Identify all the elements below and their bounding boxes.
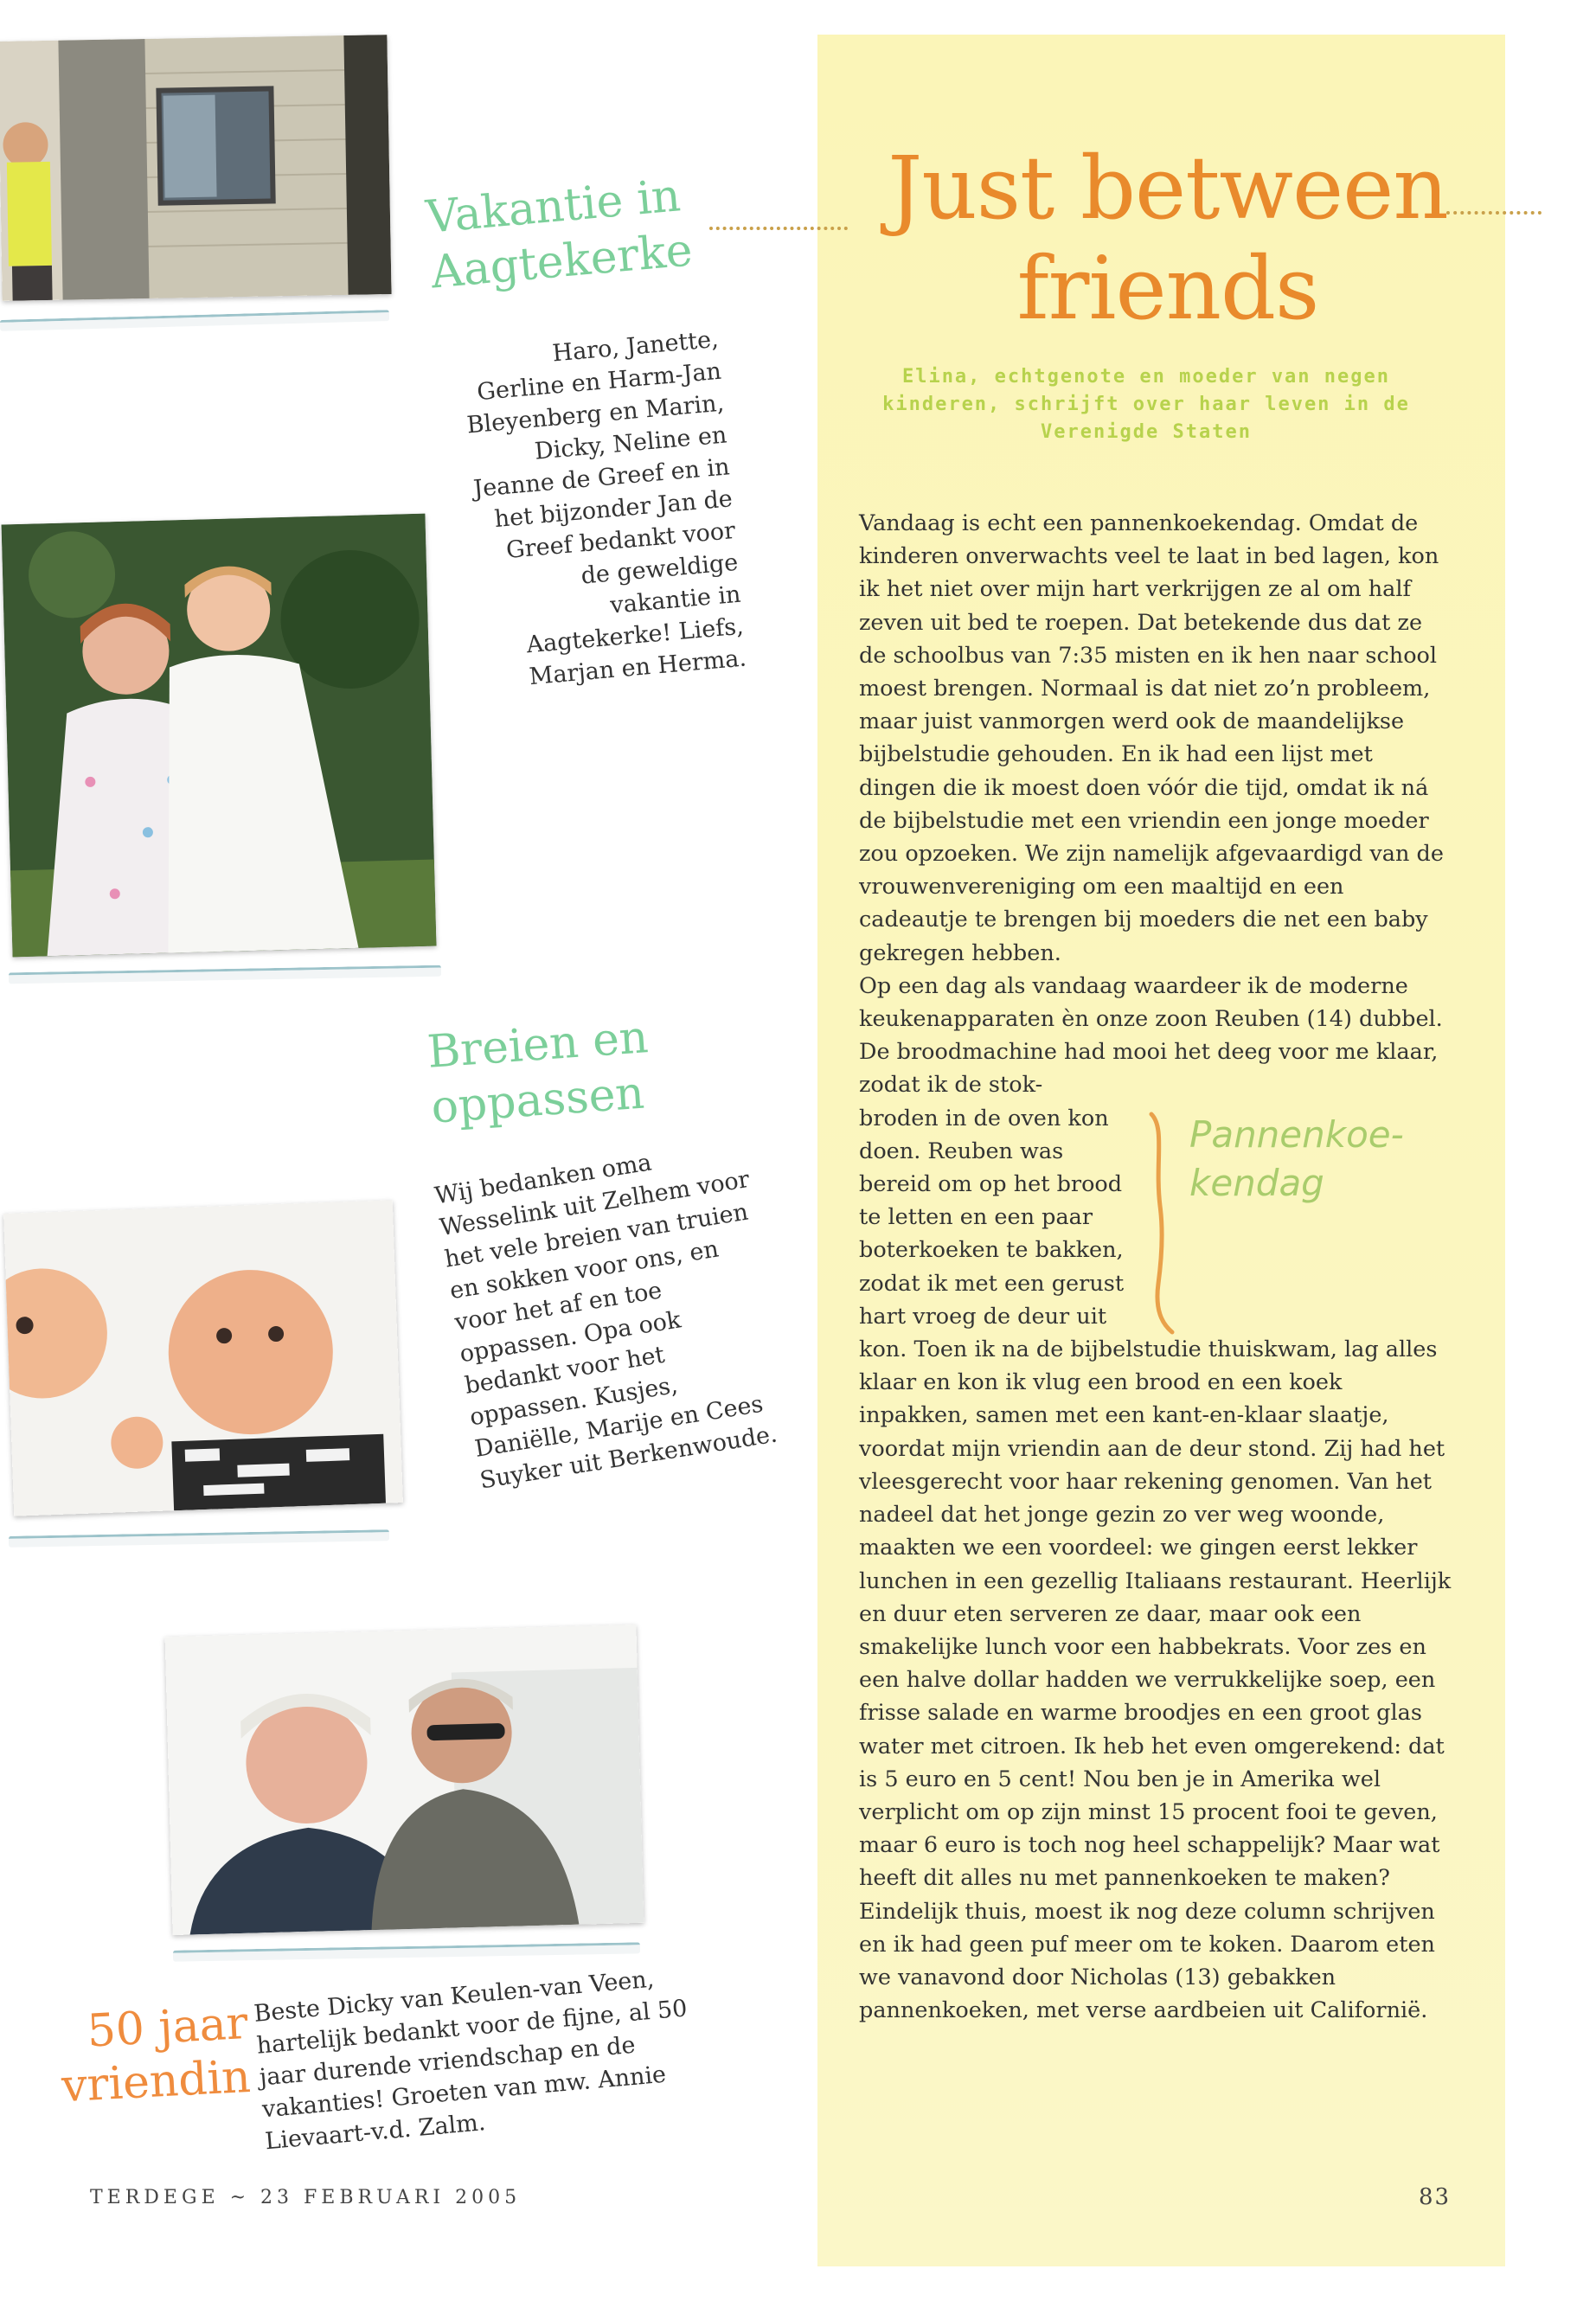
body-paragraph-2: Op een dag als vandaag waardeer ik de moderne keukenapparaten èn onze zoon Reuben (14) dubbel. De broodmachine had mooi het deeg voor me klaar, zodat ik de stok-	[859, 972, 1443, 1099]
note-text-vriendin: Beste Dicky van Keulen-van Veen, hartelijk bedankt voor de fijne, al 50 jaar durende vriendschap en de vakanties! Groeten van mw. Annie Lievaart-v.d. Zalm.	[253, 1965, 689, 2156]
note-heading-vakantie: Vakantie in Aagtekerke	[424, 170, 695, 299]
torn-paper-edge	[9, 965, 441, 984]
article-body	[859, 507, 1456, 2027]
photo-two-women	[165, 1625, 644, 1935]
article-subtitle: Elina, echtgenote en moeder van negen kinderen, schrijft over haar leven in de Verenigde Staten	[882, 366, 1410, 443]
note-text-breien: Wij bedanken oma Wesselink uit Zelhem voor het vele breien van truien en sokken voor ons, en voor het af en toe oppassen. Opa ook bedankt voor het oppassen. Kusjes, Daniëlle, Marije en Cees Suyker uit Berkenwoude.	[433, 1149, 779, 1495]
photo-caravan	[0, 35, 392, 301]
orange-bracket-icon	[1146, 1111, 1181, 1336]
pull-quote-text: Pannenkoe-kendag	[1189, 1112, 1404, 1204]
title-dotted-leader	[1446, 211, 1542, 215]
body-paragraph-2-split: broden in de oven kon doen. Reuben was bereid om op het brood te letten en een paar boterkoeken te bakken, zodat ik met een gerust hart vroeg de deur uit	[859, 1105, 1125, 1330]
note-text-vakantie: Haro, Janette, Gerline en Harm-Jan Bleyenberg en Marin, Dicky, Neline en Jeanne de Greef en in het bijzonder Jan de Greef bedankt voor de geweldige vakantie in Aagtekerke! Liefs, Marjan en Herma.	[465, 325, 748, 691]
torn-paper-edge	[9, 1529, 389, 1548]
page-number: 83	[1419, 2184, 1452, 2210]
footer-issue: TERDEGE ~ 23 FEBRUARI 2005	[90, 2187, 522, 2208]
body-paragraph-1: Vandaag is echt een pannenkoekendag. Omdat de kinderen onverwachts veel te laat in bed lagen, kon ik het niet over mijn hart verkrijgen ze al om half zeven uit bed te roepen. Dat betekende dus dat ze de schoolbus van 7:35 misten en ik hen naar school moest brengen. Normaal is dat niet zo’n probleem, maar juist vanmorgen werd ook de maandelijkse bijbelstudie gehouden. En ik had een lijst met dingen die ik moest doen vóór die tijd, omdat ik ná de bijbelstudie met een vriendin een jonge moeder zou opzoeken. We zijn namelijk afgevaardigd van de vrouwenvereniging om een maaltijd en een cadeautje te brengen bij moeders die net een baby gekregen hebben.	[859, 510, 1444, 966]
photo-girls	[2, 514, 437, 958]
note-heading-breien: Breien en oppassen	[426, 1011, 651, 1134]
body-paragraph-3: kon. Toen ik na de bijbelstudie thuiskwam, lag alles klaar en kon ik vlug een brood en een koek inpakken, samen met een kant-en-klaar slaatje, voordat mijn vriendin aan de deur stond. Zij had het vleesgerecht voor haar rekening genomen. Van het nadeel dat het jonge gezin zo ver weg woonde, maakten we een voordeel: we gingen eerst lekker lunchen in een gezellig Italiaans restaurant. Heerlijk en duur eten serveren ze daar, maar ook een smakelijke lunch voor een habbekrats. Voor zes en een halve dollar hadden we verrukkelijke soep, een frisse salade en warme broodjes en een groot glas water met citroen. Ik heb het even omgerekend: dat is 5 euro en 5 cent! Nou ben je in Amerika wel verplicht om op zijn minst 15 procent fooi te geven, maar 6 euro is toch nog heel schappelijk? Maar wat heeft dit alles nu met pannenkoeken te maken? Eindelijk thuis, moest ik nog deze column schrijven en ik had geen puf meer om te koken. Daarom eten we vanavond door Nicholas (13) gebakken pannenkoeken, met verse aardbeien uit Californië.	[859, 1336, 1452, 2024]
pull-quote	[1138, 1111, 1456, 1333]
torn-paper-edge	[173, 1942, 640, 1961]
article-title: Just between friends	[888, 138, 1448, 339]
photo-babies	[3, 1200, 403, 1516]
note-heading-vriendin: 50 jaar vriendin	[60, 1997, 253, 2113]
torn-paper-edge	[0, 310, 389, 331]
